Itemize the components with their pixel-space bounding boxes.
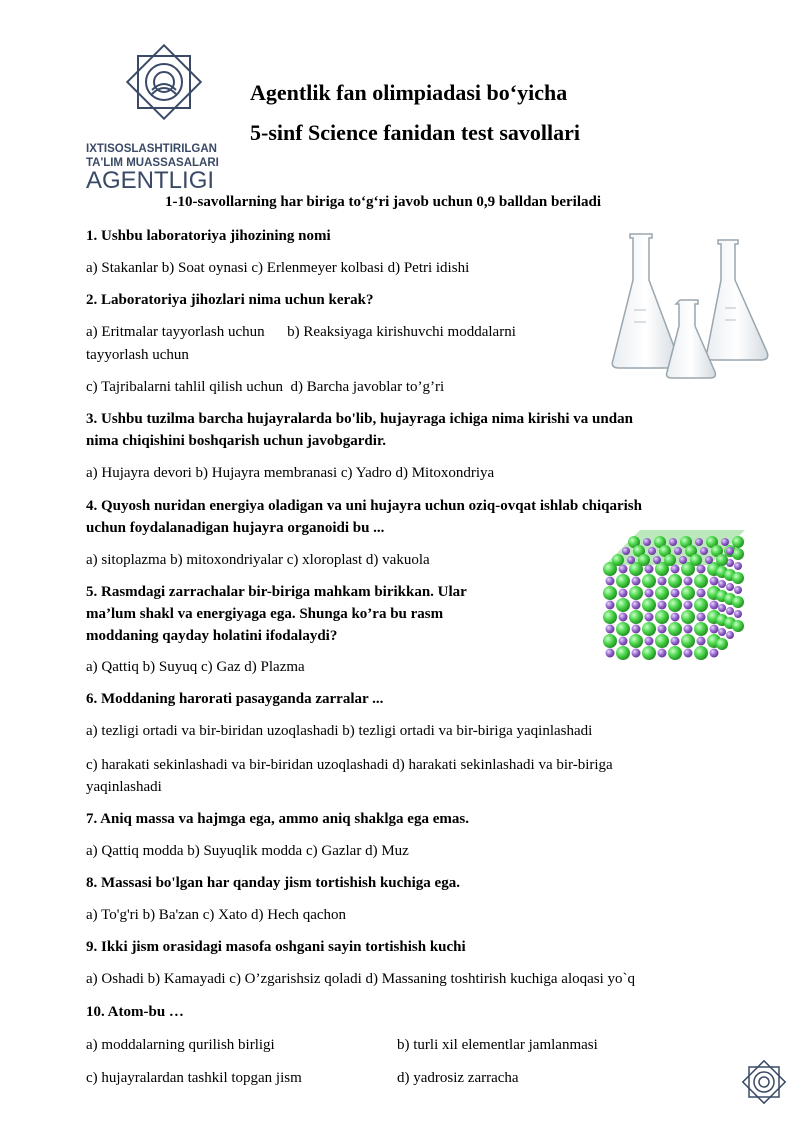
purple-particle — [726, 547, 734, 555]
green-particle — [668, 622, 682, 636]
purple-particle — [679, 556, 687, 564]
question-4: 4. Quyosh nuridan energiya oladigan va uni hujayra uchun oziq-ovqat ishlab chiqarish — [86, 498, 642, 514]
purple-particle — [718, 580, 726, 588]
agency-emblem-icon — [84, 40, 244, 190]
purple-particle — [700, 547, 708, 555]
agency-logo — [84, 40, 244, 190]
answers-3: a) Hujayra devori b) Hujayra membranasi c) Yadro d) Mitoxondriya — [86, 465, 495, 481]
question-7: 7. Aniq massa va hajmga ega, ammo aniq shaklga ega emas. — [86, 811, 469, 827]
answers-8: a) To'g'ri b) Ba'zan c) Xato d) Hech qachon — [86, 907, 347, 923]
logo-line3: AGENTLIGI — [86, 167, 215, 190]
question-9: 9. Ikki jism orasidagi masofa oshgani sayin tortishish kuchi — [86, 939, 466, 955]
answers-4: a) sitoplazma b) mitoxondriyalar c) xloroplast d) vakuola — [86, 552, 430, 568]
purple-particle — [645, 637, 654, 646]
question-10: 10. Atom-bu … — [86, 1004, 184, 1020]
erlenmeyer-flasks-icon — [610, 230, 780, 390]
purple-particle — [632, 625, 641, 634]
purple-particle — [684, 625, 693, 634]
green-particle — [681, 634, 695, 648]
green-particle — [732, 536, 744, 548]
question-5-line2: ma’lum shakl va energiyaga ega. Shunga ko’ra bu rasm — [86, 606, 444, 622]
green-particle — [668, 598, 682, 612]
purple-particle — [734, 610, 742, 618]
purple-particle — [627, 556, 635, 564]
purple-particle — [653, 556, 661, 564]
green-particle — [616, 622, 630, 636]
question-8: 8. Massasi bo'lgan har qanday jism tortishish kuchiga ega. — [86, 875, 460, 891]
purple-particle — [645, 565, 654, 574]
green-particle — [642, 646, 656, 660]
purple-particle — [710, 577, 719, 586]
answer-10d: d) yadrosiz zarracha — [397, 1070, 519, 1086]
purple-particle — [705, 556, 713, 564]
purple-particle — [697, 589, 706, 598]
green-particle — [629, 586, 643, 600]
purple-particle — [710, 625, 719, 634]
purple-particle — [658, 649, 667, 658]
answers-2-line3: c) Tajribalarni tahlil qilish uchun d) Barcha javoblar to’g’ri — [86, 379, 445, 395]
answers-1: a) Stakanlar b) Soat oynasi c) Erlenmeyer kolbasi d) Petri idishi — [86, 260, 470, 276]
purple-particle — [671, 637, 680, 646]
purple-particle — [684, 601, 693, 610]
scoring-note: 1-10-savollarning har biriga to‘g‘ri javob uchun 0,9 balldan beriladi — [165, 194, 602, 210]
green-particle — [616, 574, 630, 588]
green-particle — [664, 554, 676, 566]
purple-particle — [606, 577, 615, 586]
purple-particle — [645, 589, 654, 598]
green-particle — [642, 574, 656, 588]
green-particle — [616, 646, 630, 660]
lab-flasks-image — [610, 230, 780, 390]
question-4-line2: uchun foydalanadigan hujayra organoidi bu ... — [86, 520, 385, 536]
green-particle — [681, 610, 695, 624]
green-particle — [716, 638, 728, 650]
green-particle — [694, 646, 708, 660]
purple-particle — [632, 577, 641, 586]
purple-particle — [648, 547, 656, 555]
green-particle — [612, 554, 624, 566]
purple-particle — [674, 547, 682, 555]
purple-particle — [619, 565, 628, 574]
green-particle — [716, 554, 728, 566]
purple-particle — [710, 601, 719, 610]
purple-particle — [734, 562, 742, 570]
green-particle — [681, 586, 695, 600]
purple-particle — [658, 577, 667, 586]
green-particle — [655, 610, 669, 624]
purple-particle — [697, 565, 706, 574]
answers-9: a) Oshadi b) Kamayadi c) O’zgarishsiz qoladi d) Massaning toshtirish kuchiga aloqasi yo`q — [86, 971, 636, 987]
question-2: 2. Laboratoriya jihozlari nima uchun kerak? — [86, 292, 374, 308]
green-particle — [642, 598, 656, 612]
purple-particle — [606, 625, 615, 634]
answers-6-line2: c) harakati sekinlashadi va bir-biridan uzoqlashadi d) harakati sekinlashadi va bir-biriga — [86, 757, 613, 773]
purple-particle — [695, 538, 703, 546]
page-title-line2: 5-sinf Science fanidan test savollari — [250, 120, 580, 145]
purple-particle — [658, 625, 667, 634]
purple-particle — [671, 589, 680, 598]
purple-particle — [671, 565, 680, 574]
purple-particle — [726, 631, 734, 639]
green-particle — [694, 598, 708, 612]
green-particle — [616, 598, 630, 612]
question-5: 5. Rasmdagi zarrachalar bir-biriga mahkam birikkan. Ular — [86, 584, 467, 600]
bottom-seal-logo — [740, 1058, 788, 1106]
purple-particle — [632, 601, 641, 610]
purple-particle — [684, 649, 693, 658]
purple-particle — [718, 628, 726, 636]
green-particle — [642, 622, 656, 636]
question-5-line3: moddaning qayday holatini ifodalaydi? — [86, 628, 338, 644]
green-particle — [629, 610, 643, 624]
green-particle — [638, 554, 650, 566]
purple-particle — [606, 649, 615, 658]
green-particle — [694, 622, 708, 636]
answers-5: a) Qattiq b) Suyuq c) Gaz d) Plazma — [86, 659, 305, 675]
purple-particle — [726, 607, 734, 615]
logo-line2: TA'LIM MUASSASALARI — [86, 157, 219, 169]
crystal-lattice-image — [600, 525, 750, 660]
green-particle — [655, 634, 669, 648]
answer-10c: c) hujayralardan tashkil topgan jism — [86, 1070, 302, 1086]
purple-particle — [697, 613, 706, 622]
question-3: 3. Ushbu tuzilma barcha hujayralarda bo'lib, hujayraga ichiga nima kirishi va undan — [86, 411, 633, 427]
purple-particle — [718, 604, 726, 612]
green-particle — [603, 634, 617, 648]
purple-particle — [726, 583, 734, 591]
purple-particle — [671, 613, 680, 622]
green-particle — [732, 572, 744, 584]
question-3-line2: nima chiqishini boshqarish uchun javobgardir. — [86, 433, 386, 449]
green-particle — [603, 586, 617, 600]
answers-7: a) Qattiq modda b) Suyuqlik modda c) Gazlar d) Muz — [86, 843, 409, 859]
answers-2-line1: a) Eritmalar tayyorlash uchun b) Reaksiyaga kirishuvchi moddalarni — [86, 324, 516, 340]
solid-particles-lattice-icon — [600, 525, 750, 660]
green-particle — [603, 610, 617, 624]
purple-particle — [619, 613, 628, 622]
purple-particle — [721, 538, 729, 546]
green-particle — [629, 634, 643, 648]
purple-particle — [619, 589, 628, 598]
purple-particle — [622, 547, 630, 555]
purple-particle — [697, 637, 706, 646]
green-particle — [690, 554, 702, 566]
purple-particle — [658, 601, 667, 610]
green-particle — [668, 646, 682, 660]
purple-particle — [632, 649, 641, 658]
purple-particle — [645, 613, 654, 622]
green-particle — [732, 620, 744, 632]
answer-10a: a) moddalarning qurilish birligi — [86, 1037, 275, 1053]
green-particle — [732, 596, 744, 608]
purple-particle — [734, 586, 742, 594]
page-title-line1: Agentlik fan olimpiadasi bo‘yicha — [250, 80, 568, 105]
purple-particle — [710, 649, 719, 658]
answers-6-line3: yaqinlashadi — [86, 779, 162, 795]
question-1: 1. Ushbu laboratoriya jihozining nomi — [86, 228, 331, 244]
question-6: 6. Moddaning harorati pasayganda zarralar ... — [86, 691, 384, 707]
purple-particle — [643, 538, 651, 546]
purple-particle — [669, 538, 677, 546]
logo-line1: IXTISOSLASHTIRILGAN — [86, 143, 217, 155]
purple-particle — [606, 601, 615, 610]
answers-6-line1: a) tezligi ortadi va bir-biridan uzoqlashadi b) tezligi ortadi va bir-biriga yaqinlashadi — [86, 723, 593, 739]
green-particle — [655, 586, 669, 600]
answer-10b: b) turli xil elementlar jamlanmasi — [397, 1037, 598, 1053]
green-particle — [694, 574, 708, 588]
green-particle — [668, 574, 682, 588]
answers-2-line2: tayyorlash uchun — [86, 347, 189, 363]
purple-particle — [619, 637, 628, 646]
purple-particle — [684, 577, 693, 586]
agency-seal-icon — [740, 1058, 788, 1106]
